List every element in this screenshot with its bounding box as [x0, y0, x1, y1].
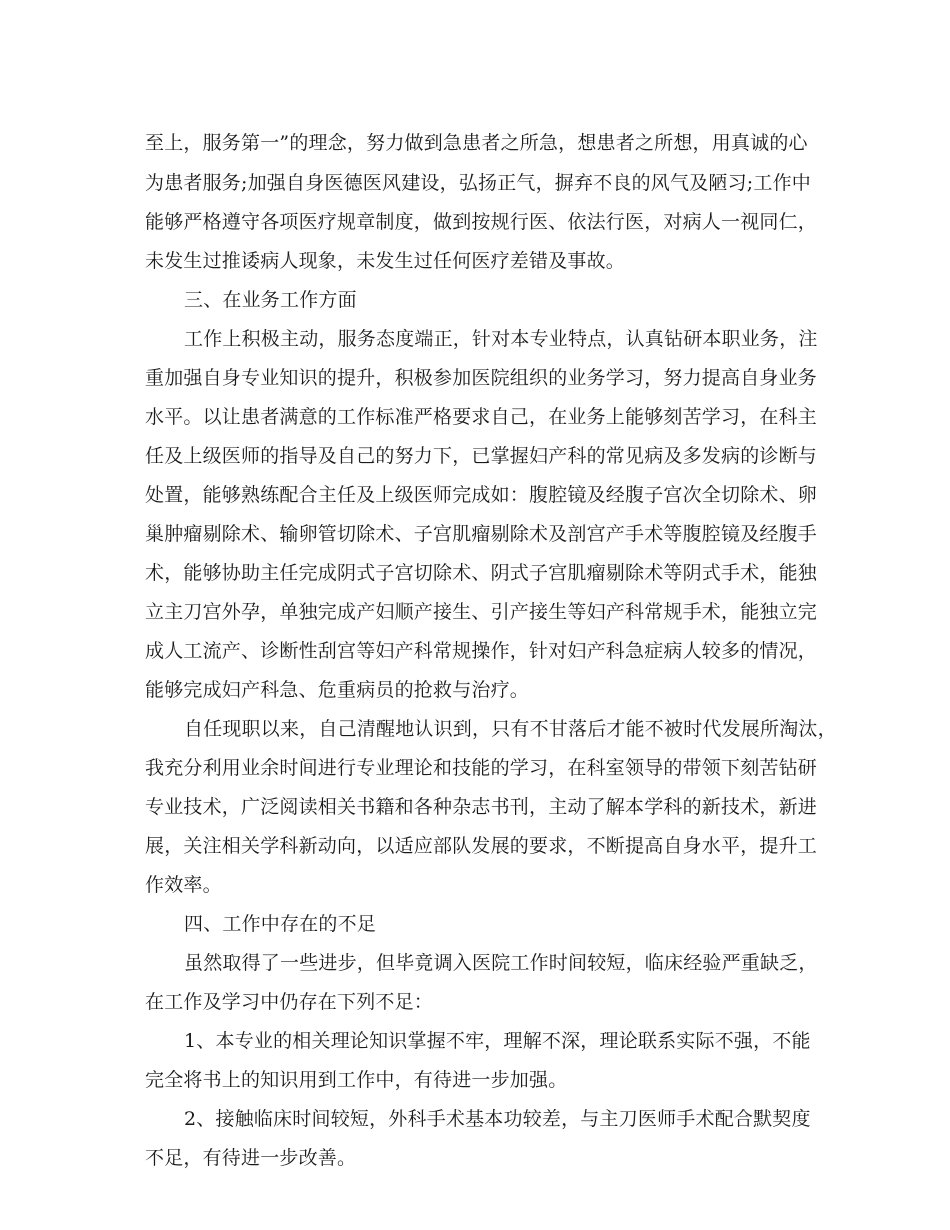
text-line: 水平。以让患者满意的工作标准严格要求自己，在业务上能够刻苦学习，在科主 — [145, 406, 818, 428]
text-line: 虽然取得了一些进步，但毕竟调入医院工作时间较短，临床经验严重缺乏， — [184, 952, 818, 974]
text-line: 至上，服务第一”的理念，努力做到急患者之所急，想患者之所想，用真诚的心 — [145, 132, 808, 154]
text-line: 立主刀宫外孕，单独完成产妇顺产接生、引产接生等妇产科常规手术，能独立完 — [145, 601, 818, 623]
section-heading: 三、在业务工作方面 — [184, 289, 357, 311]
text-line: 我充分利用业余时间进行专业理论和技能的学习，在科室领导的带领下刻苦钻研 — [145, 757, 818, 779]
text-line: 能够完成妇产科急、危重病员的抢救与治疗。 — [145, 679, 530, 701]
text-line: 专业技术，广泛阅读相关书籍和各种杂志书刊，主动了解本学科的新技术，新进 — [145, 796, 818, 818]
text-line: 未发生过推诿病人现象，未发生过任何医疗差错及事故。 — [145, 250, 626, 272]
section-heading: 四、工作中存在的不足 — [184, 913, 377, 935]
text-line: 自任现职以来，自己清醒地认识到，只有不甘落后才能不被时代发展所淘汰， — [184, 718, 837, 740]
list-item: 2、接触临床时间较短，外科手术基本功较差，与主刀医师手术配合默契度 — [184, 1108, 811, 1130]
text-line: 任及上级医师的指导及自己的努力下，已掌握妇产科的常见病及多发病的诊断与 — [145, 445, 818, 467]
text-line: 工作上积极主动，服务态度端正，针对本专业特点，认真钻研本职业务，注 — [184, 328, 818, 350]
list-item: 1、本专业的相关理论知识掌握不牢，理解不深，理论联系实际不强，不能 — [184, 1030, 811, 1052]
text-line: 处置，能够熟练配合主任及上级医师完成如：腹腔镜及经腹子宫次全切除术、卵 — [145, 484, 818, 506]
text-line: 在工作及学习中仍存在下列不足： — [145, 991, 434, 1013]
text-line: 完全将书上的知识用到工作中，有待进一步加强。 — [145, 1069, 568, 1091]
text-line: 巢肿瘤剔除术、输卵管切除术、子宫肌瘤剔除术及剖宫产手术等腹腔镜及经腹手 — [145, 523, 818, 545]
text-line: 不足，有待进一步改善。 — [145, 1147, 357, 1169]
text-line: 术，能够协助主任完成阴式子宫切除术、阴式子宫肌瘤剔除术等阴式手术，能独 — [145, 562, 818, 584]
text-line: 作效率。 — [145, 874, 222, 896]
text-line: 能够严格遵守各项医疗规章制度，做到按规行医、依法行医，对病人一视同仁， — [145, 211, 818, 233]
text-line: 重加强自身专业知识的提升，积极参加医院组织的业务学习，努力提高自身业务 — [145, 367, 818, 389]
text-line: 展，关注相关学科新动向，以适应部队发展的要求，不断提高自身水平，提升工 — [145, 835, 818, 857]
text-line: 成人工流产、诊断性刮宫等妇产科常规操作，针对妇产科急症病人较多的情况， — [145, 640, 818, 662]
text-line: 为患者服务;加强自身医德医风建设，弘扬正气，摒弃不良的风气及陋习;工作中 — [145, 172, 812, 194]
